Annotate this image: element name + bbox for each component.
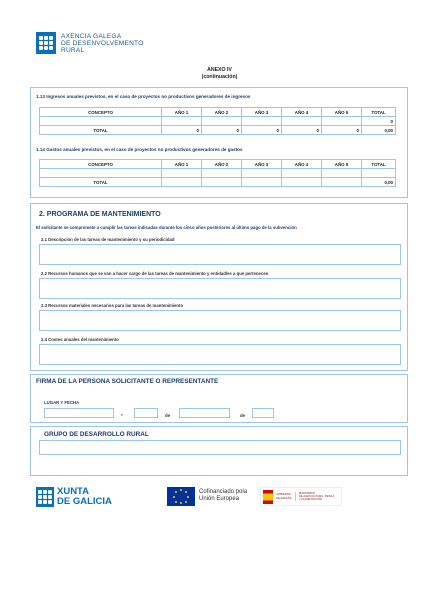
xunta-logo-text: [57, 487, 112, 507]
signature-title: FIRMA DE LA PERSONA SOLICITANTE O REPRESENTANTE: [36, 378, 219, 385]
income-total-year-5: 0: [322, 126, 362, 135]
eu-cofinanced-text: [199, 489, 247, 503]
expenses-total-year-4: [282, 178, 322, 187]
expenses-year-1-cell[interactable]: [162, 169, 202, 178]
agency-line-3: RURAL: [61, 47, 85, 54]
income-total-year-3: 0: [242, 126, 282, 135]
gob-right-line-2: DE AGRICULTURA, PESCA: [298, 493, 335, 498]
expenses-concept-cell[interactable]: [40, 169, 162, 178]
col-year-4: AÑO 4: [282, 160, 322, 169]
gob-right-line-3: Y ALIMENTACIÓN: [298, 497, 323, 502]
income-year-1-cell[interactable]: [162, 117, 202, 126]
expenses-total-year-2: [202, 178, 242, 187]
de-separator-1: de: [165, 413, 171, 418]
expenses-year-5-cell[interactable]: [322, 169, 362, 178]
col-year-3: AÑO 3: [242, 108, 282, 117]
comma-separator: ,: [121, 411, 123, 417]
eu-flag-icon: [167, 487, 195, 506]
agency-line-2: DE DESENVOLVEMENTO: [61, 40, 144, 47]
col-year-2: AÑO 2: [202, 160, 242, 169]
expenses-table: [39, 159, 396, 187]
gob-left-text: [276, 493, 292, 499]
col-concepto: CONCEPTO: [40, 160, 162, 169]
income-concept-cell[interactable]: [40, 117, 162, 126]
agency-line-1: AXENCIA GALEGA: [61, 33, 122, 40]
income-year-4-cell[interactable]: [282, 117, 322, 126]
expenses-year-2-cell[interactable]: [202, 169, 242, 178]
expenses-entry-row: [40, 169, 396, 178]
xunta-emblem-icon: [36, 487, 54, 507]
income-total-year-4: 0: [282, 126, 322, 135]
expenses-year-4-cell[interactable]: [282, 169, 322, 178]
income-entry-row: [40, 117, 396, 126]
col-year-5: AÑO 5: [322, 108, 362, 117]
government-logo: [260, 487, 342, 506]
year-input[interactable]: [252, 408, 274, 418]
expenses-total-row: [40, 178, 396, 187]
expenses-total-year-5: [322, 178, 362, 187]
xunta-line-1: XUNTA: [57, 486, 90, 497]
annex-subtitle: (continuación): [201, 74, 238, 80]
field-2-4-input[interactable]: [39, 344, 401, 365]
field-2-3-input[interactable]: [39, 310, 401, 331]
income-grand-total: 0,00: [362, 126, 396, 135]
gob-left-line-2: DE ESPAÑA: [276, 495, 292, 500]
income-table: [39, 107, 396, 135]
field-2-2-input[interactable]: [39, 278, 401, 299]
field-2-2-label: 2.2 Recursos humanos que se van a hacer cargo de las tareas de mantenimiento y entidad/es a que pertenecen: [41, 271, 269, 276]
expenses-year-3-cell[interactable]: [242, 169, 282, 178]
agency-logo-icon: [36, 32, 56, 54]
maintenance-title: 2. PROGRAMA DE MANTENIMIENTO: [39, 211, 161, 218]
income-total-year-2: 0: [202, 126, 242, 135]
col-year-3: AÑO 3: [242, 160, 282, 169]
income-year-3-cell[interactable]: [242, 117, 282, 126]
place-date-label: LUGAR Y FECHA: [44, 400, 80, 405]
col-total: TOTAL: [362, 160, 396, 169]
eu-line-1: Cofinanciado pola: [199, 489, 248, 495]
col-year-2: AÑO 2: [202, 108, 242, 117]
xunta-line-2: DE GALICIA: [57, 496, 112, 507]
col-year-1: AÑO 1: [162, 108, 202, 117]
place-input[interactable]: [44, 408, 114, 418]
field-2-4-label: 2.4 Costes anuales del mantenimiento: [41, 337, 119, 342]
income-year-5-cell[interactable]: [322, 117, 362, 126]
income-header-row: [40, 108, 396, 117]
col-year-1: AÑO 1: [162, 160, 202, 169]
group-title: GRUPO DE DESARROLLO RURAL: [44, 431, 149, 438]
gob-right-line-1: MINISTERIO: [298, 490, 316, 495]
maintenance-commitment: El solicitante se compromete a cumplir las tareas indicadas durante los cinco años posteriores al último pago de la subvención: [36, 225, 297, 230]
de-separator-2: de: [240, 413, 246, 418]
field-2-3-label: 2.3 Recursos materiales necesarios para las tareas de mantenimiento: [41, 303, 184, 308]
group-input[interactable]: [39, 440, 401, 455]
expenses-row-total-cell: [362, 169, 396, 178]
col-year-5: AÑO 5: [322, 160, 362, 169]
expenses-total-year-1: [162, 178, 202, 187]
income-total-label: TOTAL: [40, 126, 162, 135]
expenses-header-row: [40, 160, 396, 169]
expenses-grand-total: 0,00: [362, 178, 396, 187]
day-input[interactable]: [134, 408, 158, 418]
month-input[interactable]: [179, 408, 230, 418]
income-total-row: [40, 126, 396, 135]
income-year-2-cell[interactable]: [202, 117, 242, 126]
income-row-total: 0: [362, 117, 396, 126]
gob-right-text: [295, 492, 334, 502]
col-total: TOTAL: [362, 108, 396, 117]
gob-left-line-1: GOBIERNO: [276, 492, 292, 497]
spain-shield-icon: [263, 490, 273, 504]
section-114-title: 1.14 Gastos anuales previstos, en el caso de proyectos no productivos generadores de gastos: [36, 147, 243, 152]
col-concepto: CONCEPTO: [40, 108, 162, 117]
income-total-year-1: 0: [162, 126, 202, 135]
annex-title: ANEXO IV: [207, 67, 232, 73]
expenses-total-label: TOTAL: [40, 178, 162, 187]
eu-line-2: Unión Europea: [199, 496, 240, 502]
field-2-1-label: 2.1 Descripción de las tareas de mantenimiento y su periodicidad: [41, 237, 175, 242]
field-2-1-input[interactable]: [39, 244, 401, 265]
col-year-4: AÑO 4: [282, 108, 322, 117]
agency-name: [61, 33, 144, 54]
expenses-total-year-3: [242, 178, 282, 187]
section-113-title: 1.13 Ingresos anuales previstos, en el caso de proyectos no productivos generadores de ingresos: [36, 94, 251, 99]
